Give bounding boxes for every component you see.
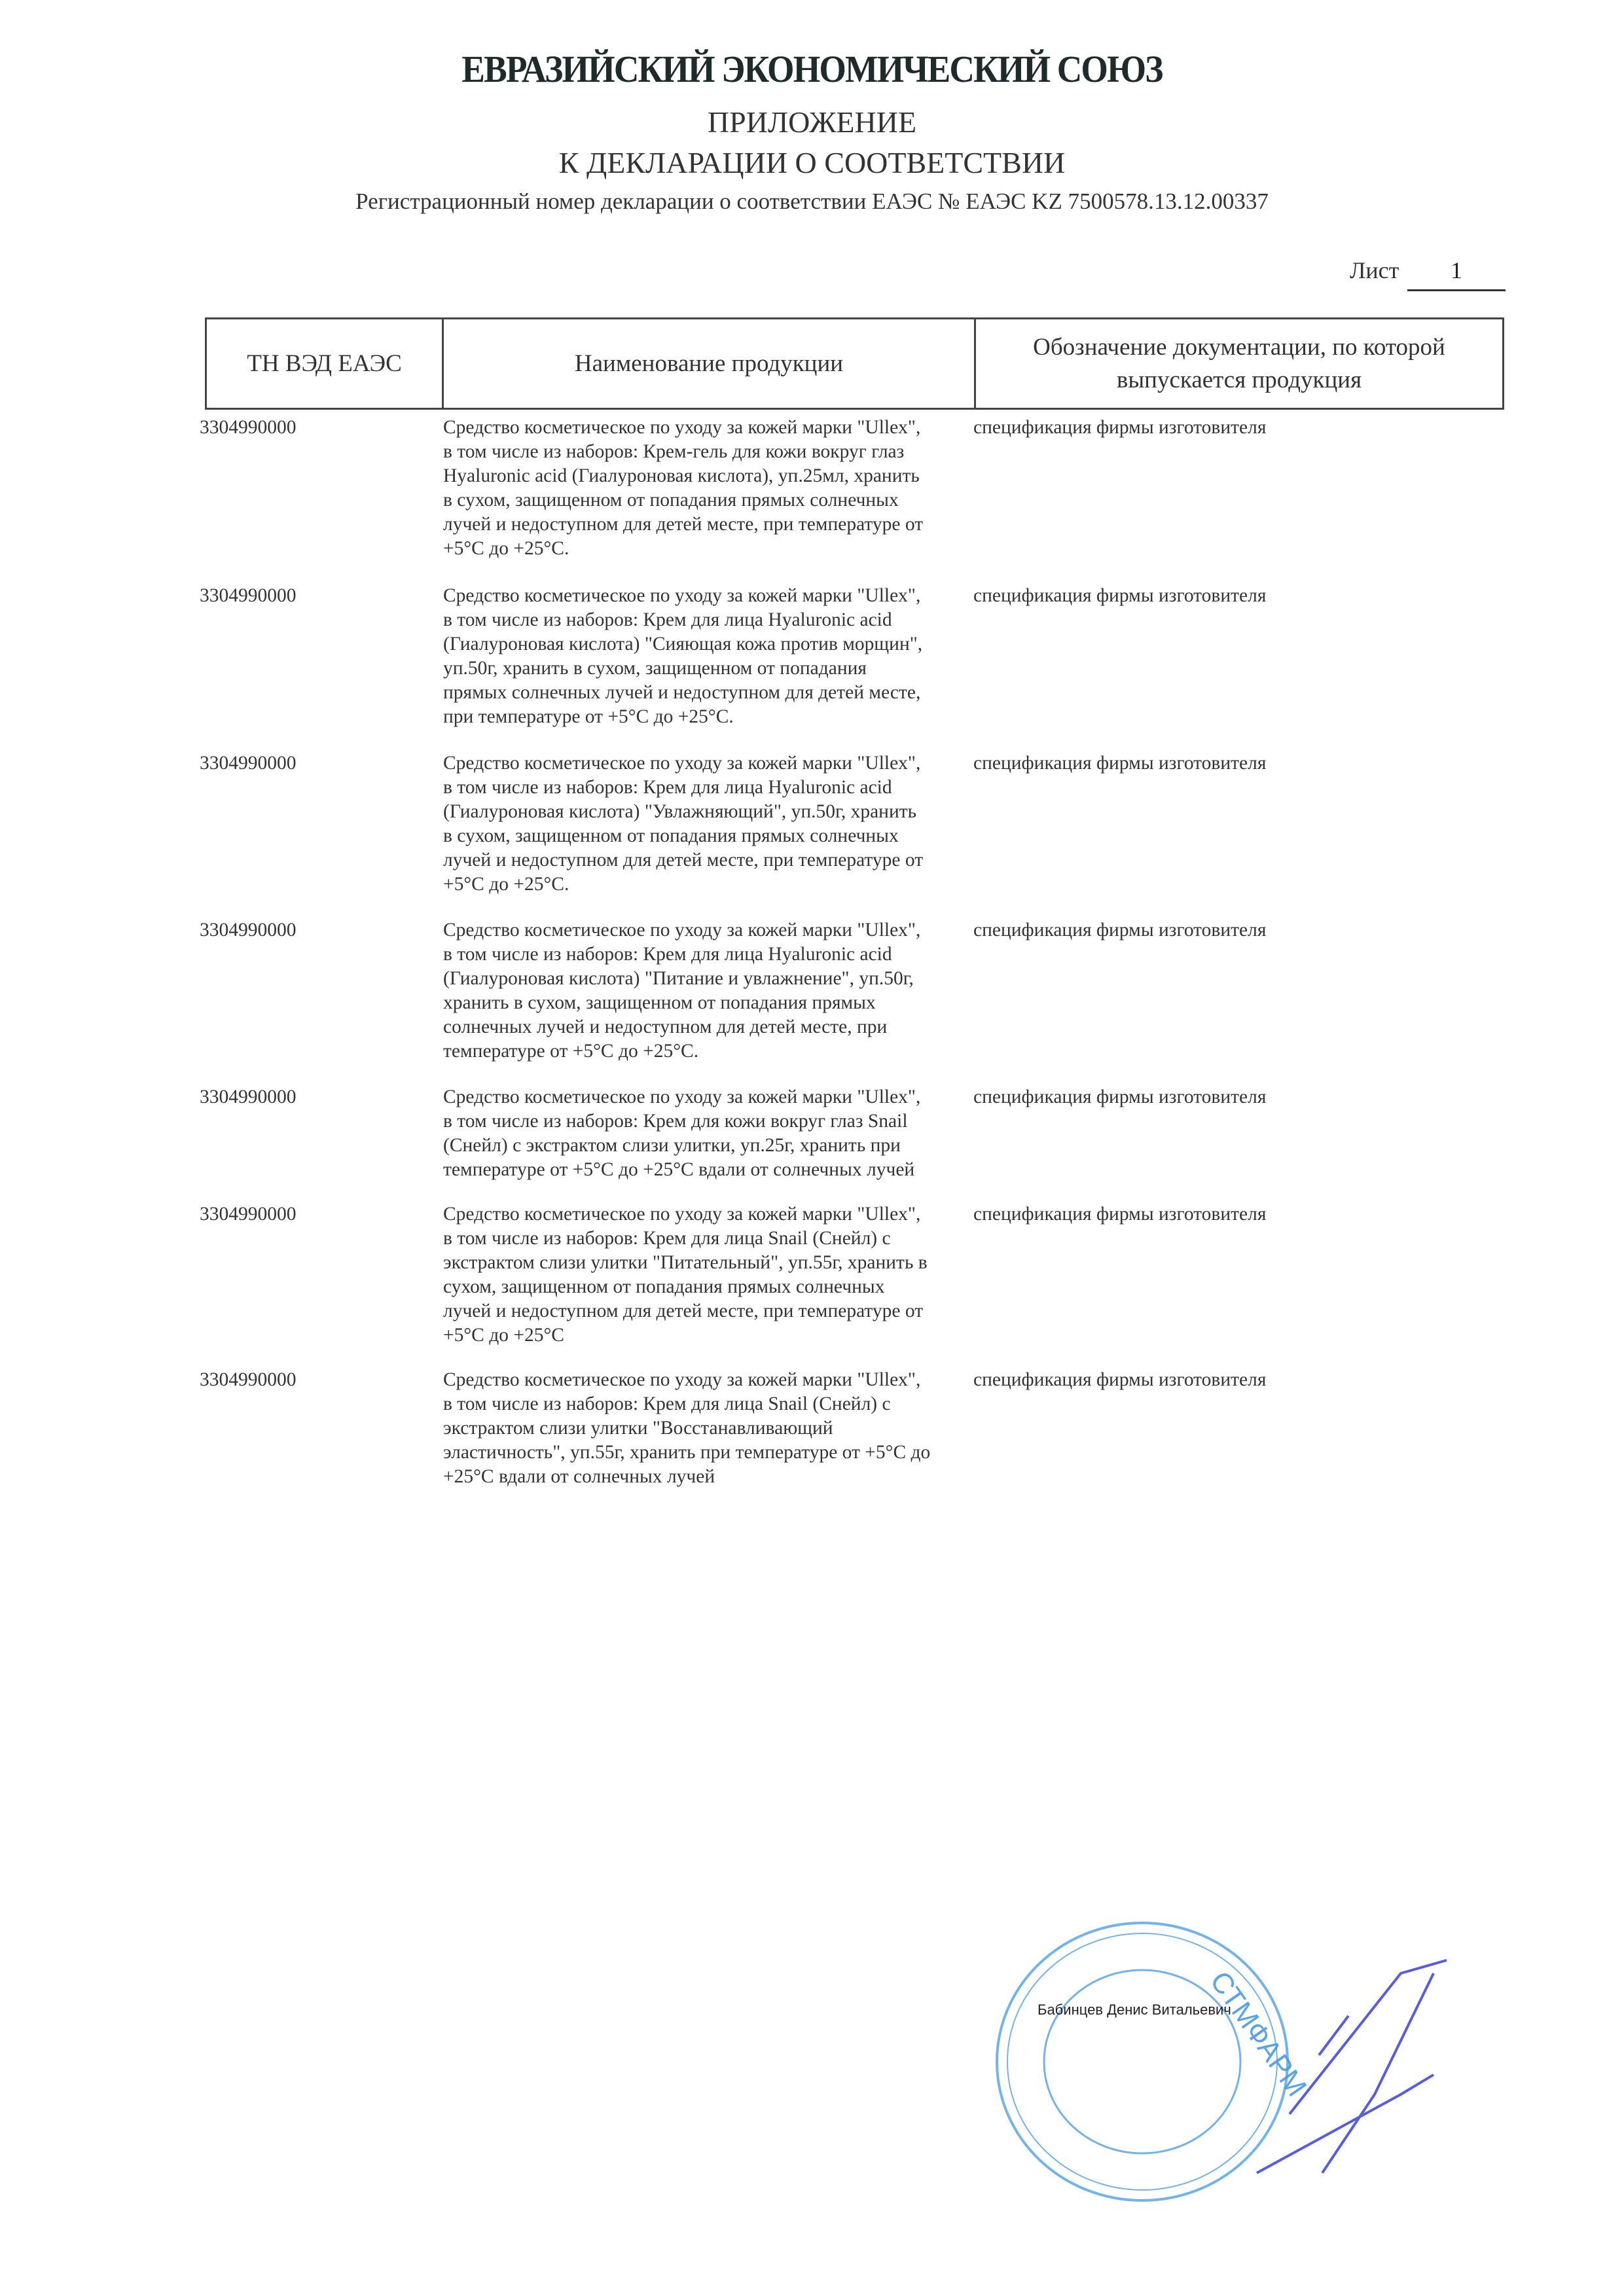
product-name-line: в том числе из наборов: Крем для лица Snail (Снейл) с bbox=[443, 1228, 891, 1249]
company-stamp bbox=[982, 1898, 1479, 2212]
documentation: спецификация фирмы изготовителя bbox=[973, 920, 1267, 941]
product-name-line: Средство косметическое по уходу за кожей марки "Ullex", bbox=[443, 1086, 921, 1107]
svg-text:СТМФАРМ: СТМФАРМ bbox=[1203, 1965, 1313, 2102]
product-name-line: экстрактом слизи улитки "Восстанавливающий bbox=[443, 1418, 833, 1439]
appendix-heading: ПРИЛОЖЕНИЕ bbox=[707, 105, 917, 139]
product-name-line: +5°C до +25°C. bbox=[443, 538, 569, 559]
documentation: спецификация фирмы изготовителя bbox=[973, 1369, 1267, 1390]
product-name-line: температуре от +5°C до +25°C. bbox=[443, 1041, 699, 1062]
product-name bbox=[443, 751, 980, 897]
product-code: 3304990000 bbox=[200, 1204, 297, 1225]
product-name-line: Средство косметическое по уходу за кожей марки "Ullex", bbox=[443, 1369, 921, 1390]
product-code: 3304990000 bbox=[200, 1086, 297, 1107]
document-title: ЕВРАЗИЙСКИЙ ЭКОНОМИЧЕСКИЙ СОЮЗ bbox=[461, 48, 1163, 90]
sheet-number: 1 bbox=[1407, 257, 1506, 291]
sheet-label: Лист bbox=[1350, 257, 1399, 283]
documentation: спецификация фирмы изготовителя bbox=[973, 1204, 1267, 1225]
stamp-outer-ring bbox=[997, 1923, 1288, 2200]
product-name-line: в том числе из наборов: Крем-гель для кожи вокруг глаз bbox=[443, 441, 905, 462]
product-name-line: в том числе из наборов: Крем для лица Hyaluronic acid bbox=[443, 777, 892, 798]
documentation: спецификация фирмы изготовителя bbox=[973, 417, 1267, 438]
product-name-line: сухом, защищенном от попадания прямых солнечных bbox=[443, 1276, 885, 1297]
column-header-documentation: Обозначение документации, по которой выпускается продукция bbox=[1033, 333, 1445, 393]
product-code: 3304990000 bbox=[200, 1369, 297, 1390]
product-name-line: Средство косметическое по уходу за кожей марки "Ullex", bbox=[443, 753, 921, 774]
product-name-line: (Гиалуроновая кислота) "Питание и увлажнение", уп.50г, bbox=[443, 968, 914, 989]
product-name-line: лучей и недоступном для детей месте, при температуре от bbox=[443, 514, 924, 535]
documentation: спецификация фирмы изготовителя bbox=[973, 753, 1267, 774]
product-name-line: лучей и недоступном для детей месте, при температуре от bbox=[443, 1300, 924, 1321]
product-name-line: лучей и недоступном для детей месте, при температуре от bbox=[443, 850, 924, 870]
product-name-line: при температуре от +5°C до +25°C. bbox=[443, 706, 734, 727]
product-name-line: +5°C до +25°C. bbox=[443, 874, 569, 895]
product-name-line: солнечных лучей и недоступном для детей месте, при bbox=[443, 1016, 888, 1037]
product-name-line: Средство косметическое по уходу за кожей марки "Ullex", bbox=[443, 585, 921, 606]
product-name-line: (Гиалуроновая кислота) "Увлажняющий", уп.50г, хранить bbox=[443, 801, 917, 822]
table-header bbox=[205, 317, 1504, 410]
product-code: 3304990000 bbox=[200, 920, 297, 941]
product-name bbox=[443, 918, 980, 1064]
declaration-heading: К ДЕКЛАРАЦИИ О СООТВЕТСТВИИ bbox=[558, 146, 1066, 179]
product-name-line: в том числе из наборов: Крем для лица Hyaluronic acid bbox=[443, 609, 892, 630]
product-name-line: +5°C до +25°C bbox=[443, 1325, 564, 1346]
product-name bbox=[443, 416, 980, 561]
product-name-line: Средство косметическое по уходу за кожей марки "Ullex", bbox=[443, 417, 921, 438]
signer-name: Бабинцев Денис Витальевич bbox=[1038, 2001, 1231, 2018]
product-name-line: хранить в сухом, защищенном от попадания прямых bbox=[443, 992, 876, 1013]
column-header-code: ТН ВЭД ЕАЭС bbox=[207, 319, 444, 408]
registration-number: Регистрационный номер декларации о соответствии ЕАЭС № ЕАЭС KZ 7500578.13.12.00337 bbox=[355, 188, 1269, 214]
product-name-line: в том числе из наборов: Крем для лица Snail (Снейл) с bbox=[443, 1393, 891, 1414]
product-code: 3304990000 bbox=[200, 417, 297, 438]
product-name-line: +25°C вдали от солнечных лучей bbox=[443, 1466, 715, 1487]
product-name bbox=[443, 584, 980, 729]
product-name-line: в сухом, защищенном от попадания прямых солнечных bbox=[443, 825, 899, 846]
product-name bbox=[443, 1085, 980, 1182]
product-name-line: в том числе из наборов: Крем для кожи вокруг глаз Snail bbox=[443, 1111, 908, 1132]
product-name-line: в том числе из наборов: Крем для лица Hyaluronic acid bbox=[443, 944, 892, 965]
documentation: спецификация фирмы изготовителя bbox=[973, 1086, 1267, 1107]
product-code: 3304990000 bbox=[200, 753, 297, 774]
product-name-line: в сухом, защищенном от попадания прямых солнечных bbox=[443, 490, 899, 511]
product-name-line: прямых солнечных лучей и недоступном для детей месте, bbox=[443, 682, 921, 703]
product-name-line: Средство косметическое по уходу за кожей марки "Ullex", bbox=[443, 920, 921, 941]
documentation: спецификация фирмы изготовителя bbox=[973, 585, 1267, 606]
product-name-line: уп.50г, хранить в сухом, защищенном от попадания bbox=[443, 658, 867, 679]
product-name bbox=[443, 1368, 980, 1489]
product-name-line: температуре от +5°C до +25°C вдали от солнечных лучей bbox=[443, 1159, 915, 1180]
product-name-line: (Снейл) с экстрактом слизи улитки, уп.25г, хранить при bbox=[443, 1135, 901, 1156]
product-name bbox=[443, 1202, 980, 1348]
column-header-product: Наименование продукции bbox=[444, 319, 976, 408]
product-name-line: Средство косметическое по уходу за кожей марки "Ullex", bbox=[443, 1204, 921, 1225]
product-code: 3304990000 bbox=[200, 585, 297, 606]
product-name-line: (Гиалуроновая кислота) "Сияющая кожа против морщин", bbox=[443, 634, 923, 655]
product-name-line: экстрактом слизи улитки "Питательный", уп.55г, хранить в bbox=[443, 1252, 928, 1273]
product-name-line: эластичность", уп.55г, хранить при температуре от +5°C до bbox=[443, 1442, 931, 1463]
product-name-line: Hyaluronic acid (Гиалуроновая кислота), уп.25мл, хранить bbox=[443, 465, 920, 486]
